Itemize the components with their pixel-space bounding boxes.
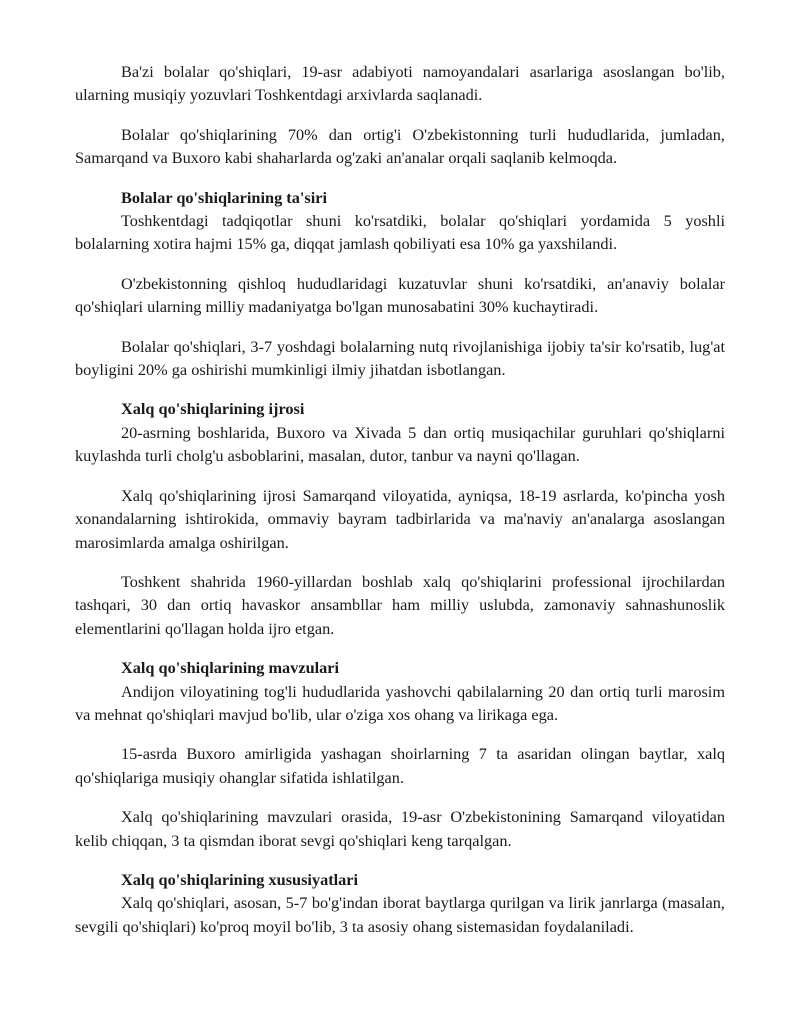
section-heading: Xalq qo'shiqlarining mavzulari xyxy=(121,658,340,678)
section-heading: Xalq qo'shiqlarining xususiyatlari xyxy=(121,869,359,889)
paragraph: Bolalar qo'shiqlarining 70% dan ortig'i O'zbekistonning turli hududlarida, jumladan, Samarqand va Buxoro kabi shaharlarda og'zaki an'analar orqali saqlanib kelmoqda. xyxy=(75,124,725,168)
paragraph: Andijon viloyatining tog'li hududlarida yashovchi qabilalarning 20 dan ortiq turli marosim va mehnat qo'shiqlari mavjud bo'lib, ular o'ziga xos ohang va lirikaga ega. xyxy=(75,681,725,724)
paragraph: Ba'zi bolalar qo'shiqlari, 19-asr adabiyoti namoyandalari asarlariga asoslangan bo'lib, ularning musiqiy yozuvlari Toshkentdagi arxivlarda saqlanadi. xyxy=(75,62,725,105)
paragraph: Bolalar qo'shiqlari, 3-7 yoshdagi bolalarning nutq rivojlanishiga ijobiy ta'sir ko'rsatib, lug'at boyligini 20% ga oshirishi mumkinligi ilmiy jihatdan isbotlangan. xyxy=(75,336,725,380)
section-heading: Bolalar qo'shiqlarining ta'siri xyxy=(121,187,327,207)
paragraph: O'zbekistonning qishloq hududlaridagi kuzatuvlar shuni ko'rsatdiki, an'anaviy bolalar qo'shiqlari ularning milliy madaniyatga bo'lgan munosabatini 30% kuchaytiradi. xyxy=(75,273,725,317)
paragraph: Xalq qo'shiqlarining mavzulari orasida, 19-asr O'zbekistonining Samarqand viloyatidan kelib chiqqan, 3 ta qismdan iborat sevgi qo'shiqlari keng tarqalgan. xyxy=(75,807,725,850)
paragraph: 20-asrning boshlarida, Buxoro va Xivada 5 dan ortiq musiqachilar guruhlari qo'shiqlarni kuylashda turli cholg'u asboblarini, masalan, dutor, tanbur va nayni qo'llagan. xyxy=(75,422,725,466)
paragraph: Xalq qo'shiqlarining ijrosi Samarqand viloyatida, ayniqsa, 18-19 asrlarda, ko'pincha yosh xonandalarning ishtirokida, ommaviy bayram tadbirlarida va ma'naviy an'analarga asoslangan marosimlarda amalga oshirilgan. xyxy=(75,485,725,552)
paragraph: Toshkentdagi tadqiqotlar shuni ko'rsatdiki, bolalar qo'shiqlari yordamida 5 yoshli bolalarning xotira hajmi 15% ga, diqqat jamlash qobiliyati esa 10% ga yaxshilandi. xyxy=(75,211,725,254)
section-heading: Xalq qo'shiqlarining ijrosi xyxy=(121,399,305,419)
document-page xyxy=(75,60,725,954)
paragraph: 15-asrda Buxoro amirligida yashagan shoirlarning 7 ta asaridan olingan baytlar, xalq qo'shiqlariga musiqiy ohanglar sifatida ishlatilgan. xyxy=(75,744,725,787)
paragraph: Xalq qo'shiqlari, asosan, 5-7 bo'g'indan iborat baytlarga qurilgan va lirik janrlarga (masalan, sevgili qo'shiqlari) ko'proq moyil bo'lib, 3 ta asosiy ohang sistemasidan foydalaniladi. xyxy=(75,893,725,936)
paragraph: Toshkent shahrida 1960-yillardan boshlab xalq qo'shiqlarini professional ijrochilardan tashqari, 30 dan ortiq havaskor ansambllar ham milliy uslubda, zamonaviy sahnashunoslik elementlarini qo'llagan holda ijro etgan. xyxy=(75,571,725,638)
